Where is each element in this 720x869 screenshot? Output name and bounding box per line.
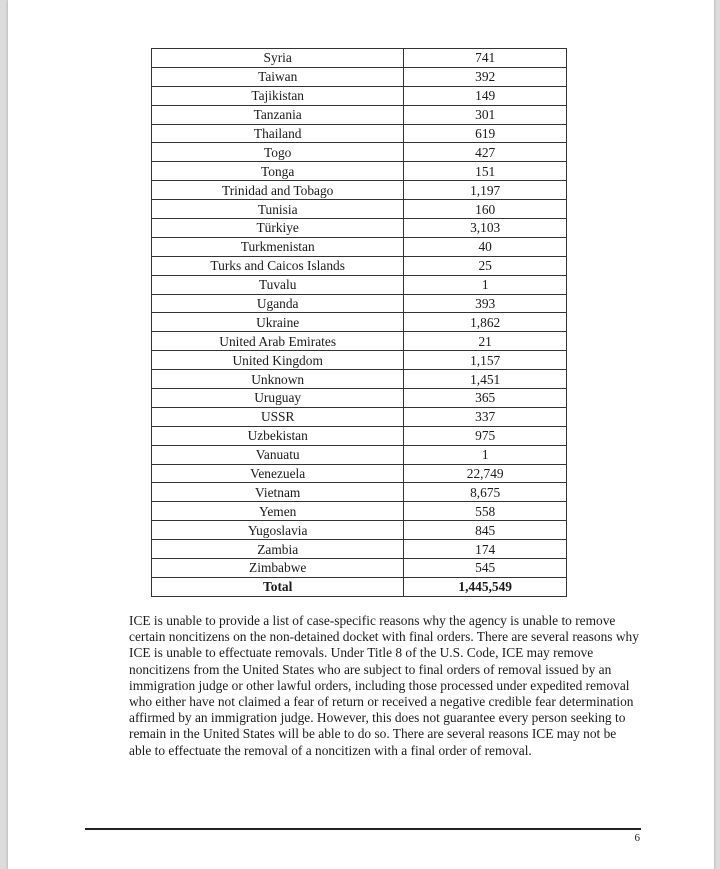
count-cell: 1 (404, 275, 567, 294)
table-row (152, 389, 567, 408)
country-cell: Venezuela (152, 464, 404, 483)
table-row (152, 49, 567, 68)
count-cell: 845 (404, 521, 567, 540)
count-cell: 174 (404, 540, 567, 559)
table-row (152, 370, 567, 389)
count-cell: 160 (404, 200, 567, 219)
country-cell: Tuvalu (152, 275, 404, 294)
country-cell: Uruguay (152, 389, 404, 408)
table-row (152, 351, 567, 370)
count-cell: 151 (404, 162, 567, 181)
table-row (152, 445, 567, 464)
country-cell: Zimbabwe (152, 559, 404, 578)
table-row (152, 294, 567, 313)
table-row (152, 237, 567, 256)
country-cell: Yemen (152, 502, 404, 521)
country-cell: Trinidad and Tobago (152, 181, 404, 200)
country-cell: Yugoslavia (152, 521, 404, 540)
count-cell: 741 (404, 49, 567, 68)
country-cell: Turkmenistan (152, 237, 404, 256)
table-row (152, 256, 567, 275)
footer-divider (85, 828, 641, 830)
count-cell: 25 (404, 256, 567, 275)
table-row (152, 502, 567, 521)
table-row (152, 426, 567, 445)
count-cell: 1,157 (404, 351, 567, 370)
count-cell: 558 (404, 502, 567, 521)
country-cell: United Arab Emirates (152, 332, 404, 351)
table-row (152, 464, 567, 483)
count-cell: 301 (404, 105, 567, 124)
total-label: Total (152, 577, 404, 596)
table-row (152, 521, 567, 540)
country-cell: Uzbekistan (152, 426, 404, 445)
country-cell: Zambia (152, 540, 404, 559)
count-cell: 545 (404, 559, 567, 578)
table-row (152, 540, 567, 559)
country-cell: United Kingdom (152, 351, 404, 370)
count-cell: 393 (404, 294, 567, 313)
table-row (152, 483, 567, 502)
country-cell: Thailand (152, 124, 404, 143)
table-row (152, 105, 567, 124)
country-cell: Tonga (152, 162, 404, 181)
country-cell: Syria (152, 49, 404, 68)
count-cell: 8,675 (404, 483, 567, 502)
table-row (152, 559, 567, 578)
table-row (152, 332, 567, 351)
table-body (152, 49, 567, 597)
country-cell: Tajikistan (152, 86, 404, 105)
country-cell: Vietnam (152, 483, 404, 502)
count-cell: 392 (404, 67, 567, 86)
table-row (152, 162, 567, 181)
total-count: 1,445,549 (404, 577, 567, 596)
count-cell: 149 (404, 86, 567, 105)
table-row (152, 219, 567, 238)
country-cell: Türkiye (152, 219, 404, 238)
count-cell: 1 (404, 445, 567, 464)
body-paragraph: ICE is unable to provide a list of case-specific reasons why the agency is unable to remove certain noncitizens on the non-detained docket with final orders. There are several reasons why ICE is unable to effectuate removals. Under Title 8 of the U.S. Code, ICE may remove noncitizens from the United States who are subject to final orders of removal issued by an immigration judge or other lawful orders, including those processed under expedited removal who either have not claimed a fear of return or received a negative credible fear determination affirmed by an immigration judge. However, this does not guarantee every person seeking to remain in the United States will be able to do so. There are several reasons ICE may not be able to effectuate the removal of a noncitizen with a final order of removal. (129, 613, 639, 758)
count-cell: 1,451 (404, 370, 567, 389)
table-row (152, 86, 567, 105)
country-cell: Vanuatu (152, 445, 404, 464)
count-cell: 22,749 (404, 464, 567, 483)
table-row (152, 67, 567, 86)
count-cell: 21 (404, 332, 567, 351)
table-row (152, 200, 567, 219)
count-cell: 1,197 (404, 181, 567, 200)
document-page (8, 0, 714, 869)
table-row (152, 124, 567, 143)
country-cell: Taiwan (152, 67, 404, 86)
table-row (152, 313, 567, 332)
table-row (152, 143, 567, 162)
count-cell: 1,862 (404, 313, 567, 332)
count-cell: 337 (404, 407, 567, 426)
table-row (152, 181, 567, 200)
table-row (152, 275, 567, 294)
count-cell: 975 (404, 426, 567, 445)
total-row (152, 577, 567, 596)
count-cell: 427 (404, 143, 567, 162)
count-cell: 40 (404, 237, 567, 256)
count-cell: 365 (404, 389, 567, 408)
count-cell: 3,103 (404, 219, 567, 238)
country-cell: Unknown (152, 370, 404, 389)
country-cell: USSR (152, 407, 404, 426)
country-cell: Togo (152, 143, 404, 162)
count-cell: 619 (404, 124, 567, 143)
removals-by-country-table (151, 48, 567, 597)
country-cell: Uganda (152, 294, 404, 313)
country-cell: Ukraine (152, 313, 404, 332)
country-cell: Tunisia (152, 200, 404, 219)
country-cell: Tanzania (152, 105, 404, 124)
table-row (152, 407, 567, 426)
page-number: 6 (634, 832, 640, 844)
country-cell: Turks and Caicos Islands (152, 256, 404, 275)
